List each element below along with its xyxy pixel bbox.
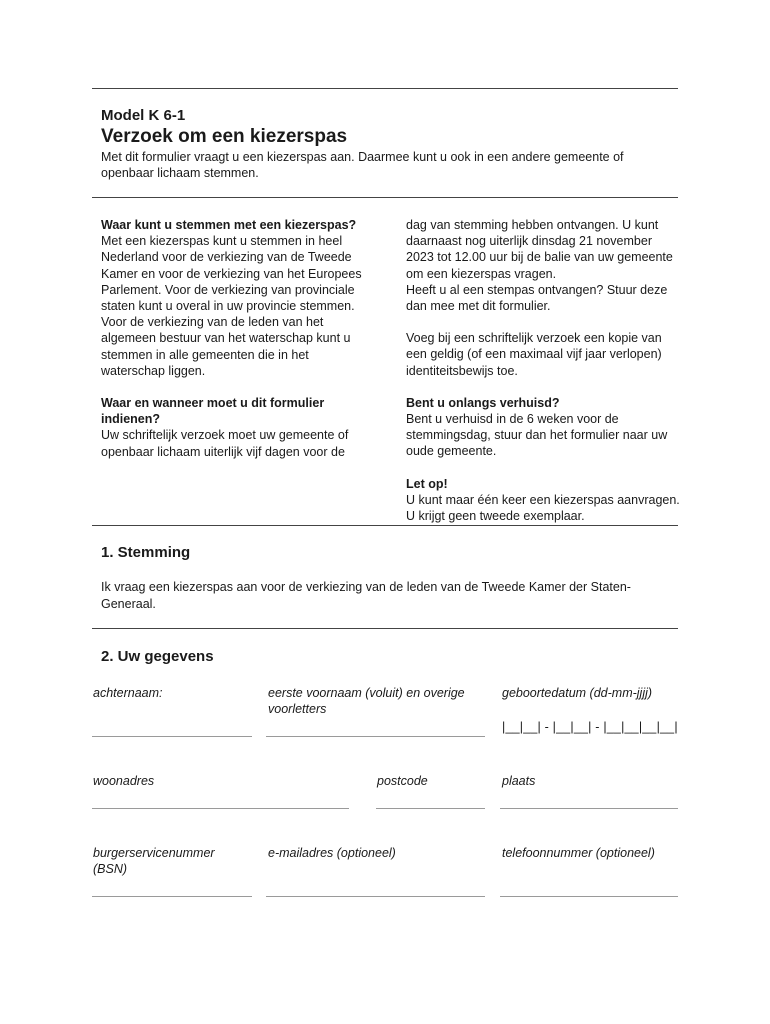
bsn-field[interactable] <box>92 896 252 897</box>
geboortedatum-field[interactable]: |__|__| - |__|__| - |__|__|__|__| <box>502 720 678 734</box>
q1-heading: Waar kunt u stemmen met een kiezerspas? <box>101 218 357 232</box>
header-rule <box>92 197 678 198</box>
model-number: Model K 6-1 <box>101 107 186 124</box>
postcode-label: postcode <box>377 774 428 788</box>
moved-text: Bent u verhuisd in de 6 weken voor de stemmingsdag, stuur dan het formulier naar uw oude gemeente. <box>406 412 668 459</box>
email-field[interactable] <box>266 896 485 897</box>
telefoon-field[interactable] <box>500 896 678 897</box>
plaats-field[interactable] <box>500 808 678 809</box>
section1-heading: 1. Stemming <box>101 544 191 561</box>
id-text: Voeg bij een schriftelijk verzoek een kopie van een geldig (of een maximaal vijf jaar verlopen) identiteitsbewijs toe. <box>406 331 662 378</box>
info-column-left <box>101 217 376 460</box>
top-rule <box>92 88 678 89</box>
woonadres-field[interactable] <box>92 808 349 809</box>
moved-heading: Bent u onlangs verhuisd? <box>406 395 560 410</box>
woonadres-label: woonadres <box>93 774 155 788</box>
voornaam-label: eerste voornaam (voluit) en overige voorletters <box>268 686 465 716</box>
telefoon-label: telefoonnummer (optioneel) <box>502 846 655 860</box>
email-label: e-mailadres (optioneel) <box>268 846 396 860</box>
stempas-text: Heeft u al een stempas ontvangen? Stuur deze dan mee met dit formulier. <box>406 282 668 314</box>
section1-rule <box>92 628 678 629</box>
intro-text: Met dit formulier vraagt u een kiezerspas aan. Daarmee kunt u ook in een andere gemeente of openbaar lichaam stemmen. <box>101 150 624 180</box>
note-text: U kunt maar één keer een kiezerspas aanvragen. U krijgt geen tweede exemplaar. <box>406 492 680 524</box>
plaats-label: plaats <box>502 774 536 788</box>
q2-text: Uw schriftelijk verzoek moet uw gemeente of openbaar lichaam uiterlijk vijf dagen voor de <box>101 428 349 459</box>
voornaam-field[interactable] <box>266 736 485 737</box>
geboortedatum-label: geboortedatum (dd-mm-jjjj) <box>502 686 653 700</box>
info-rule <box>92 525 678 526</box>
achternaam-field[interactable] <box>92 736 252 737</box>
q2-heading: Waar en wanneer moet u dit formulier indienen? <box>101 396 325 427</box>
continuation-text: dag van stemming hebben ontvangen. U kunt daarnaast nog uiterlijk dinsdag 21 november 2023 tot 12.00 uur bij de balie van uw gemeente om een kiezerspas vragen. <box>406 218 673 281</box>
info-column-right <box>406 217 682 524</box>
page-title: Verzoek om een kiezerspas <box>101 126 348 147</box>
achternaam-label: achternaam: <box>93 686 163 700</box>
note-heading: Let op! <box>406 476 448 491</box>
section1-text: Ik vraag een kiezerspas aan voor de verkiezing van de leden van de Tweede Kamer der Staten-Generaal. <box>101 580 631 611</box>
q1-text: Met een kiezerspas kunt u stemmen in heel Nederland voor de verkiezing van de Tweede Kamer en voor de verkiezing van het Europees Parlement. Voor de verkiezing van provinciale staten kunt u overal in uw provincie stemmen. Voor de verkiezing van de leden van het algemeen bestuur van het waterschap kunt u stemmen in alle gemeenten die in het waterschap liggen. <box>101 234 362 378</box>
postcode-field[interactable] <box>376 808 485 809</box>
bsn-label: burgerservicenummer (BSN) <box>93 846 215 876</box>
section2-heading: 2. Uw gegevens <box>101 648 214 665</box>
